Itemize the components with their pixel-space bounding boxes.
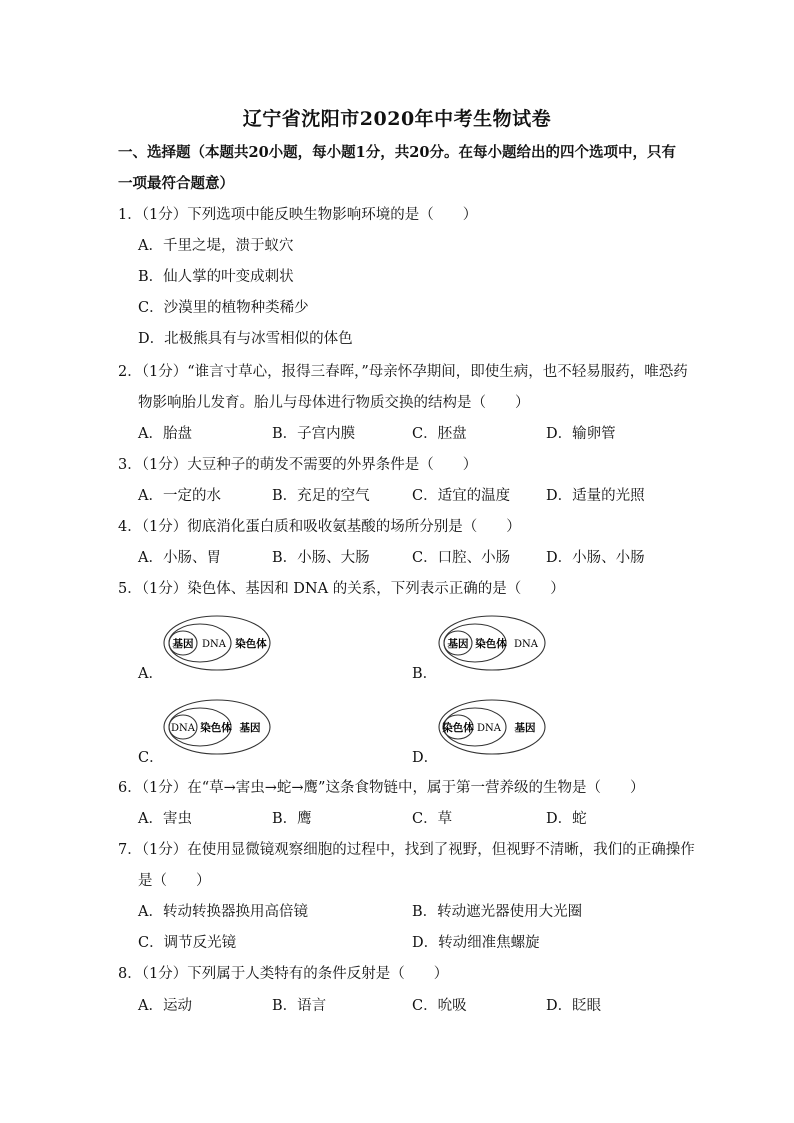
q5-diagram-c [162,698,274,756]
q8-option-d: D．眨眼 [546,998,602,1014]
q1-option-d: D．北极熊具有与冰雪相似的体色 [138,331,353,347]
q6-option-c: C．草 [412,811,453,827]
q5-stem: 5．（1分）染色体、基因和 DNA 的关系，下列表示正确的是（ ） [118,581,565,597]
q5a-dna-label: DNA [202,639,226,650]
section-header-cont: 一项最符合题意） [118,175,234,192]
q5b-gene-label: 基因 [447,638,469,650]
q2-option-a: A．胎盘 [138,426,192,442]
q4-option-d: D．小肠、小肠 [546,550,645,566]
q5c-chromosome-label: 染色体 [200,722,232,734]
q2-stem-cont: 物影响胎儿发育。胎儿与母体进行物质交换的结构是（ ） [138,395,530,411]
q5-diagram-d [437,698,549,756]
section-header: 一、选择题（本题共20小题，每小题1分，共20分。在每小题给出的四个选项中，只有 [118,144,676,161]
q3-option-d: D．适量的光照 [546,488,645,504]
q6-option-b: B．鹰 [272,811,312,827]
q5-option-d: D． [412,750,439,766]
q5c-gene-label: 基因 [239,722,261,734]
q5d-chromosome-label: 染色体 [442,722,474,734]
q7-stem: 7．（1分）在使用显微镜观察细胞的过程中，找到了视野，但视野不清晰，我们的正确操作 [118,842,695,858]
q1-option-a: A．千里之堤，溃于蚁穴 [138,238,294,254]
q6-option-d: D．蛇 [546,811,587,827]
q8-stem: 8．（1分）下列属于人类特有的条件反射是（ ） [118,966,449,982]
q3-option-a: A．一定的水 [138,488,221,504]
q2-option-c: C．胚盘 [412,426,467,442]
q7-stem-cont: 是（ ） [138,873,211,889]
q5-diagram-b [437,614,549,672]
q3-stem: 3．（1分）大豆种子的萌发不需要的外界条件是（ ） [118,457,478,473]
q6-stem: 6．（1分）在“草→害虫→蛇→鹰”这条食物链中，属于第一营养级的生物是（ ） [118,780,645,796]
q2-option-b: B．子宫内膜 [272,426,356,442]
q5-option-c: C． [138,750,164,766]
q5-option-a: A． [138,666,163,682]
q5-option-b: B． [412,666,438,682]
q7-option-c: C．调节反光镜 [138,935,237,951]
q5c-dna-label: DNA [171,723,195,734]
q2-option-d: D．输卵管 [546,426,616,442]
q3-option-b: B．充足的空气 [272,488,370,504]
q4-stem: 4．（1分）彻底消化蛋白质和吸收氨基酸的场所分别是（ ） [118,519,521,535]
q4-option-b: B．小肠、大肠 [272,550,370,566]
q5d-gene-label: 基因 [514,722,536,734]
q8-option-c: C．吮吸 [412,998,467,1014]
q5a-chromosome-label: 染色体 [235,638,267,650]
q1-option-b: B．仙人掌的叶变成刺状 [138,269,294,285]
q6-option-a: A．害虫 [138,811,192,827]
q5a-gene-label: 基因 [172,638,194,650]
q1-stem: 1．（1分）下列选项中能反映生物影响环境的是（ ） [118,207,478,223]
q5d-dna-label: DNA [477,723,501,734]
q4-option-a: A．小肠、胃 [138,550,221,566]
q1-option-c: C．沙漠里的植物种类稀少 [138,300,309,316]
q4-option-c: C．口腔、小肠 [412,550,511,566]
q8-option-a: A．运动 [138,998,192,1014]
q5b-chromosome-label: 染色体 [475,638,507,650]
exam-title: 辽宁省沈阳市2020年中考生物试卷 [242,108,552,130]
q8-option-b: B．语言 [272,998,327,1014]
q5b-dna-label: DNA [514,639,538,650]
q3-option-c: C．适宜的温度 [412,488,511,504]
q5-diagram-a [162,614,274,672]
q7-option-d: D．转动细准焦螺旋 [412,935,540,951]
q7-option-a: A．转动转换器换用高倍镜 [138,904,308,920]
q2-stem: 2．（1分）“谁言寸草心，报得三春晖，”母亲怀孕期间，即使生病，也不轻易服药，唯恐药 [118,364,688,380]
q7-option-b: B．转动遮光器使用大光圈 [412,904,583,920]
